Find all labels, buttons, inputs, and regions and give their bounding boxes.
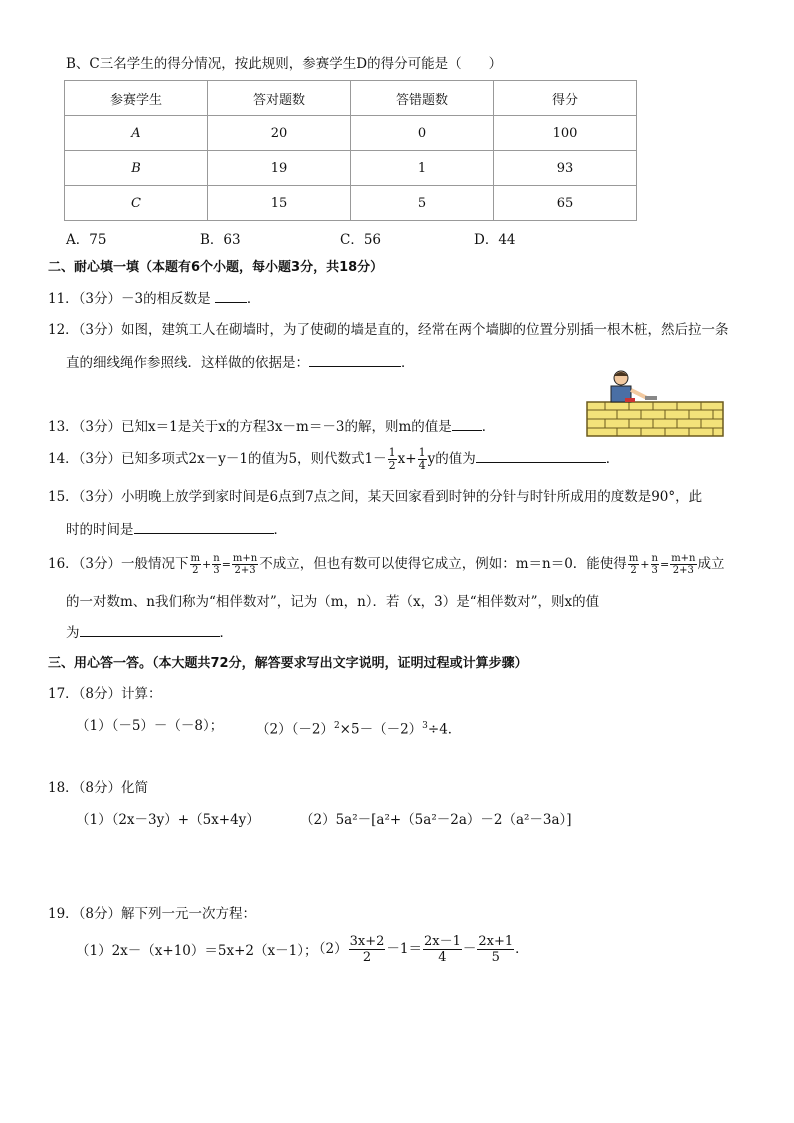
table-cell: 19	[208, 151, 351, 186]
fraction: $\frac{1}{4}$	[418, 446, 426, 472]
table-header-cell: 答对题数	[208, 81, 351, 116]
table-cell: B	[65, 151, 208, 186]
section-3-heading: 三、用心答一答。（本大题共72分，解答要求写出文字说明，证明过程或计算步骤）	[48, 656, 528, 671]
table-cell: 65	[494, 186, 637, 221]
table-cell: 1	[351, 151, 494, 186]
question-18-heading: 18．（8分）化简	[48, 780, 149, 796]
table-cell: 15	[208, 186, 351, 221]
table-row	[65, 151, 637, 186]
table-header-cell: 参赛学生	[65, 81, 208, 116]
table-cell: C	[65, 186, 208, 221]
table-cell: 20	[208, 116, 351, 151]
score-table	[64, 80, 637, 221]
question-12-line2: 直的细线绳作参照线．这样做的依据是： ．	[66, 352, 415, 373]
question-19-part2: （2） $\frac{3x+2}{2}$ －1＝ $\frac{2x-1}{4}$ － $\frac{2x+1}{5}$ ．	[312, 934, 529, 965]
question-16-line2: 的一对数m、n我们称为“相伴数对”，记为（m，n）．若（x，3）是“相伴数对”，则x的值	[66, 594, 600, 610]
table-cell: A	[65, 116, 208, 151]
table-header-cell: 得分	[494, 81, 637, 116]
table-header-row	[65, 81, 637, 116]
question-12-line1: 12．（3分）如图，建筑工人在砌墙时，为了使砌的墙是直的，经常在两个墙脚的位置分别插一根木桩，然后拉一条	[48, 322, 729, 338]
question-15-line2: 时的时间是 ．	[66, 519, 287, 540]
q10-intro: B、C三名学生的得分情况，按此规则，参赛学生D的得分可能是（ ）	[66, 56, 503, 72]
table-header-cell: 答错题数	[351, 81, 494, 116]
question-18-part1: （1）（2x－3y）+（5x+4y）	[76, 812, 260, 828]
option-d: D．44	[474, 232, 516, 248]
fraction: $\frac{1}{2}$	[388, 446, 396, 472]
question-19-heading: 19．（8分）解下列一元一次方程：	[48, 906, 257, 922]
option-a: A．75	[66, 232, 107, 248]
table-cell: 5	[351, 186, 494, 221]
question-13: 13．（3分）已知x＝1是关于x的方程3x－m＝－3的解，则m的值是 ．	[48, 416, 495, 437]
question-19-part1: （1）2x－（x+10）＝5x+2（x－1）；	[76, 943, 318, 959]
table-row	[65, 116, 637, 151]
table-cell: 100	[494, 116, 637, 151]
question-17-heading: 17．（8分）计算：	[48, 686, 162, 702]
question-16-line3: 为 ．	[66, 622, 233, 643]
question-14: 14．（3分）已知多项式2x－y－1的值为5，则代数式1－ $\frac{1}{2}$ x+ $\frac{1}{4}$ y的值为 ．	[48, 446, 620, 472]
question-17-part2: $(2)(-2)^2\times 5-(-2)^3\div 4$．	[256, 721, 462, 738]
option-c: C．56	[340, 232, 382, 248]
table-row	[65, 186, 637, 221]
option-b: B．63	[200, 232, 241, 248]
question-17-part1: （1）（－5）－（－8）；	[76, 718, 224, 734]
question-18-part2: （2）5a²－[a²+（5a²－2a）－2（a²－3a）]	[300, 812, 572, 828]
bricklayer-illustration	[585, 368, 725, 438]
question-16-line1: 16．（3分）一般情况下 $\frac{m}{2}$ + $\frac{n}{3}$ = $\frac{m+n}{2+3}$ 不成立，但也有数可以使得它成立，例如：m＝n＝0．能使得 $\frac{m}{2}$ + $\frac{n}{3}$ = $\frac{m+n}{2+3}$ 成立	[48, 553, 725, 576]
table-cell: 0	[351, 116, 494, 151]
question-11: 11．（3分）－3的相反数是 ．	[48, 288, 260, 309]
table-cell: 93	[494, 151, 637, 186]
question-15-line1: 15．（3分）小明晚上放学到家时间是6点到7点之间，某天回家看到时钟的分针与时针所成用的度数是90°，此	[48, 489, 703, 505]
section-2-heading: 二、耐心填一填（本题有6个小题，每小题3分，共18分）	[48, 260, 384, 275]
